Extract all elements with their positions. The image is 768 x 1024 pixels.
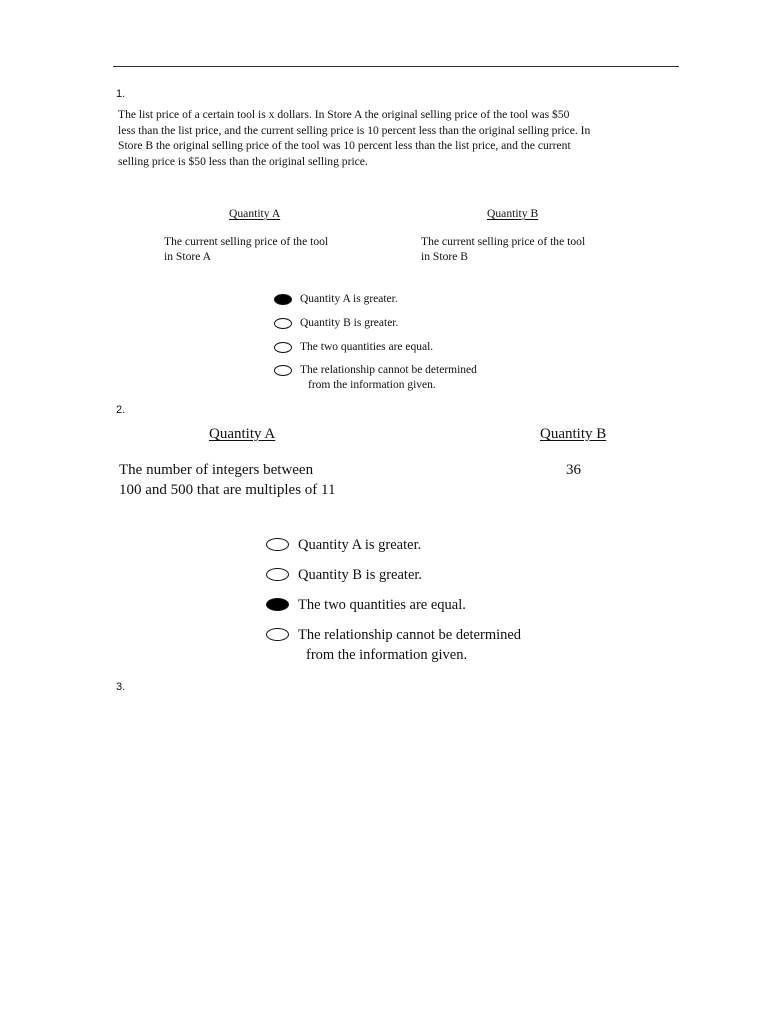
- q2-quantity-a-text: [119, 460, 335, 500]
- q2-option-b-greater[interactable]: [266, 565, 422, 585]
- option-label: Quantity A is greater.: [298, 537, 422, 553]
- option-label: The relationship cannot be determined: [298, 627, 522, 643]
- q1-quantity-b-text: [421, 234, 585, 264]
- q1-radio-undetermined[interactable]: [274, 365, 292, 376]
- q2-radio-a-greater[interactable]: [266, 538, 289, 551]
- q1-option-undetermined[interactable]: [274, 363, 477, 393]
- q2-radio-undetermined[interactable]: [266, 628, 289, 641]
- question-1-stem: [118, 107, 678, 169]
- option-label: The two quantities are equal.: [298, 597, 466, 613]
- q2-quantity-a-line: 100 and 500 that are multiples of 11: [119, 482, 336, 498]
- q2-quantity-a-header: Quantity A: [209, 426, 276, 442]
- q2-option-equal[interactable]: [266, 595, 466, 615]
- q1-radio-a-greater[interactable]: [274, 294, 292, 305]
- stem-line: less than the list price, and the current selling price is 10 percent less than the original selling price. In: [118, 123, 591, 137]
- q2-quantity-b-header: Quantity B: [540, 426, 607, 442]
- option-label-continuation: from the information given.: [306, 647, 468, 663]
- q2-radio-equal[interactable]: [266, 598, 289, 611]
- q1-quantity-b-line: in Store B: [421, 250, 469, 263]
- q1-option-equal[interactable]: [274, 340, 433, 355]
- option-label: Quantity A is greater.: [300, 293, 398, 305]
- q1-option-b-greater[interactable]: [274, 316, 398, 331]
- q1-quantity-b-header: Quantity B: [487, 207, 539, 220]
- question-2-number: 2.: [116, 404, 126, 416]
- q1-quantity-a-text: [164, 234, 328, 264]
- stem-line: Store B the original selling price of the tool was 10 percent less than the list price, and the current: [118, 139, 571, 152]
- q2-option-a-greater[interactable]: [266, 535, 421, 555]
- q1-option-a-greater[interactable]: [274, 292, 398, 307]
- q2-quantity-b-text: 36: [566, 462, 581, 478]
- q2-quantity-a-line: The number of integers between: [119, 462, 314, 478]
- stem-line: selling price is $50 less than the original selling price.: [118, 154, 368, 168]
- q1-radio-b-greater[interactable]: [274, 318, 292, 329]
- q2-radio-b-greater[interactable]: [266, 568, 289, 581]
- option-label: The relationship cannot be determined: [300, 364, 477, 376]
- q1-quantity-a-line: in Store A: [164, 250, 212, 263]
- option-label: The two quantities are equal.: [300, 341, 434, 353]
- q1-quantity-b-line: The current selling price of the tool: [421, 235, 586, 248]
- q2-option-undetermined[interactable]: [266, 625, 521, 665]
- option-label: Quantity B is greater.: [298, 567, 423, 583]
- option-label-continuation: from the information given.: [308, 379, 436, 391]
- stem-line: The list price of a certain tool is x dollars. In Store A the original selling price of the tool was $50: [118, 108, 570, 121]
- q1-quantity-a-line: The current selling price of the tool: [164, 235, 329, 248]
- q1-radio-equal[interactable]: [274, 342, 292, 353]
- question-3-number: 3.: [116, 681, 126, 693]
- question-1-number: 1.: [116, 88, 126, 100]
- header-rule: [113, 66, 679, 67]
- option-label: Quantity B is greater.: [300, 317, 399, 329]
- q1-quantity-a-header: Quantity A: [229, 207, 281, 220]
